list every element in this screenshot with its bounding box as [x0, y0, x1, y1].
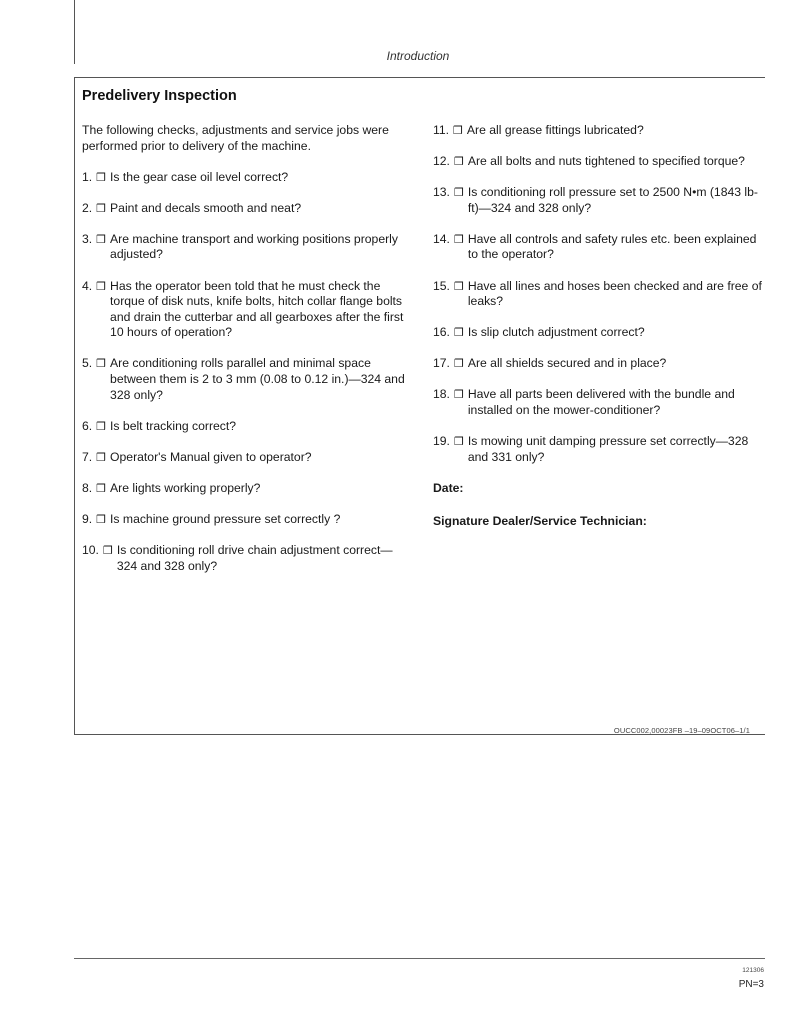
item-number: 1.	[82, 169, 93, 184]
item-number: 6.	[82, 418, 93, 433]
reference-code: OUCC002,00023FB –19–09OCT06–1/1	[613, 726, 750, 735]
checkbox-icon[interactable]: ❒	[453, 357, 464, 371]
checkbox-icon[interactable]: ❒	[453, 232, 464, 246]
item-text: Are lights working properly?	[110, 480, 261, 495]
checkbox-icon[interactable]: ❒	[453, 155, 464, 169]
footer-code: 121306	[742, 967, 764, 974]
item-text: Paint and decals smooth and neat?	[110, 200, 302, 215]
checklist-item	[82, 450, 412, 466]
checklist-item	[82, 201, 412, 217]
item-text: Are conditioning rolls parallel and minimal space between them is 2 to 3 mm (0.08 to 0.12 in.)—324 and 328 only?	[110, 356, 405, 402]
right-column	[433, 123, 763, 530]
page-number: PN=3	[738, 979, 764, 990]
running-header: Introduction	[386, 49, 450, 63]
footer-rule	[74, 958, 765, 959]
item-text: Are all shields secured and in place?	[467, 356, 667, 371]
checkbox-icon[interactable]: ❒	[96, 279, 107, 293]
checklist-item	[82, 419, 412, 435]
item-number: 2.	[82, 200, 93, 215]
checklist-item	[433, 185, 763, 216]
item-text: Have all controls and safety rules etc. been explained to the operator?	[467, 231, 757, 262]
item-text: Is slip clutch adjustment correct?	[467, 325, 645, 340]
checklist-item	[433, 434, 763, 465]
checklist-item	[433, 154, 763, 170]
checkbox-icon[interactable]: ❒	[96, 232, 107, 246]
item-number: 5.	[82, 356, 93, 371]
item-text: Have all lines and hoses been checked and are free of leaks?	[467, 278, 762, 309]
checklist-item	[433, 325, 763, 341]
item-number: 4.	[82, 278, 93, 293]
checklist-item	[82, 170, 412, 186]
checklist-item	[433, 279, 763, 310]
item-number: 11.	[433, 123, 450, 137]
item-text: Operator's Manual given to operator?	[110, 449, 312, 464]
left-column	[82, 123, 412, 590]
checklist-item	[82, 543, 412, 574]
item-number: 19.	[433, 434, 450, 449]
checklist-left	[82, 170, 412, 575]
item-number: 16.	[433, 325, 450, 340]
item-number: 7.	[82, 449, 93, 464]
item-number: 12.	[433, 154, 450, 169]
checkbox-icon[interactable]: ❒	[96, 481, 107, 495]
checklist-item	[433, 356, 763, 372]
item-text: Has the operator been told that he must check the torque of disk nuts, knife bolts, hitch collar flange bolts and drain the cutterbar and all gearboxes after the first 10 hours of operation?	[110, 278, 404, 340]
checkbox-icon[interactable]: ❒	[102, 544, 113, 558]
checklist-item	[433, 387, 763, 418]
checklist-item	[82, 356, 412, 403]
checkbox-icon[interactable]: ❒	[96, 513, 107, 526]
checklist-item	[82, 512, 412, 528]
checkbox-icon[interactable]: ❒	[96, 357, 107, 371]
item-number: 8.	[82, 480, 93, 495]
section-title: Predelivery Inspection	[82, 88, 237, 104]
checkbox-icon[interactable]: ❒	[96, 419, 107, 433]
item-number: 3.	[82, 231, 93, 246]
checkbox-icon[interactable]: ❒	[453, 388, 464, 402]
checkbox-icon[interactable]: ❒	[453, 326, 464, 340]
checklist-item	[82, 481, 412, 497]
checkbox-icon[interactable]: ❒	[453, 124, 463, 137]
checkbox-icon[interactable]: ❒	[96, 450, 107, 464]
date-label: Date:	[433, 480, 464, 495]
item-text: Is mowing unit damping pressure set correctly—328 and 331 only?	[467, 434, 749, 464]
item-text: Is conditioning roll pressure set to 2500 N•m (1843 lb-ft)—324 and 328 only?	[467, 185, 758, 215]
checklist-item	[433, 232, 763, 263]
checklist-item	[433, 123, 763, 139]
item-number: 9.	[82, 512, 93, 526]
checkbox-icon[interactable]: ❒	[453, 279, 464, 293]
checklist-item	[82, 232, 412, 263]
item-text: Have all parts been delivered with the bundle and installed on the mower-conditioner?	[467, 387, 735, 418]
checkbox-icon[interactable]: ❒	[453, 435, 464, 449]
item-text: Is conditioning roll drive chain adjustment correct—324 and 328 only?	[116, 543, 393, 573]
checkbox-icon[interactable]: ❒	[453, 186, 464, 200]
item-number: 15.	[433, 278, 450, 293]
item-number: 10.	[82, 543, 99, 558]
item-number: 17.	[433, 356, 450, 371]
item-text: Is the gear case oil level correct?	[110, 169, 289, 184]
signature-label: Signature Dealer/Service Technician:	[433, 514, 647, 529]
item-text: Are machine transport and working positions properly adjusted?	[110, 231, 398, 262]
item-number: 13.	[433, 185, 450, 200]
checklist-right	[433, 123, 763, 465]
checkbox-icon[interactable]: ❒	[96, 201, 107, 215]
section-intro: The following checks, adjustments and service jobs were performed prior to delivery of the machine.	[82, 123, 389, 153]
checklist-item	[82, 279, 412, 341]
item-text: Are all grease fittings lubricated?	[466, 123, 644, 137]
item-text: Are all bolts and nuts tightened to specified torque?	[467, 154, 745, 169]
checkbox-icon[interactable]: ❒	[96, 170, 107, 184]
item-text: Is belt tracking correct?	[110, 418, 237, 433]
item-text: Is machine ground pressure set correctly ?	[110, 512, 341, 526]
item-number: 14.	[433, 231, 450, 246]
item-number: 18.	[433, 387, 450, 402]
